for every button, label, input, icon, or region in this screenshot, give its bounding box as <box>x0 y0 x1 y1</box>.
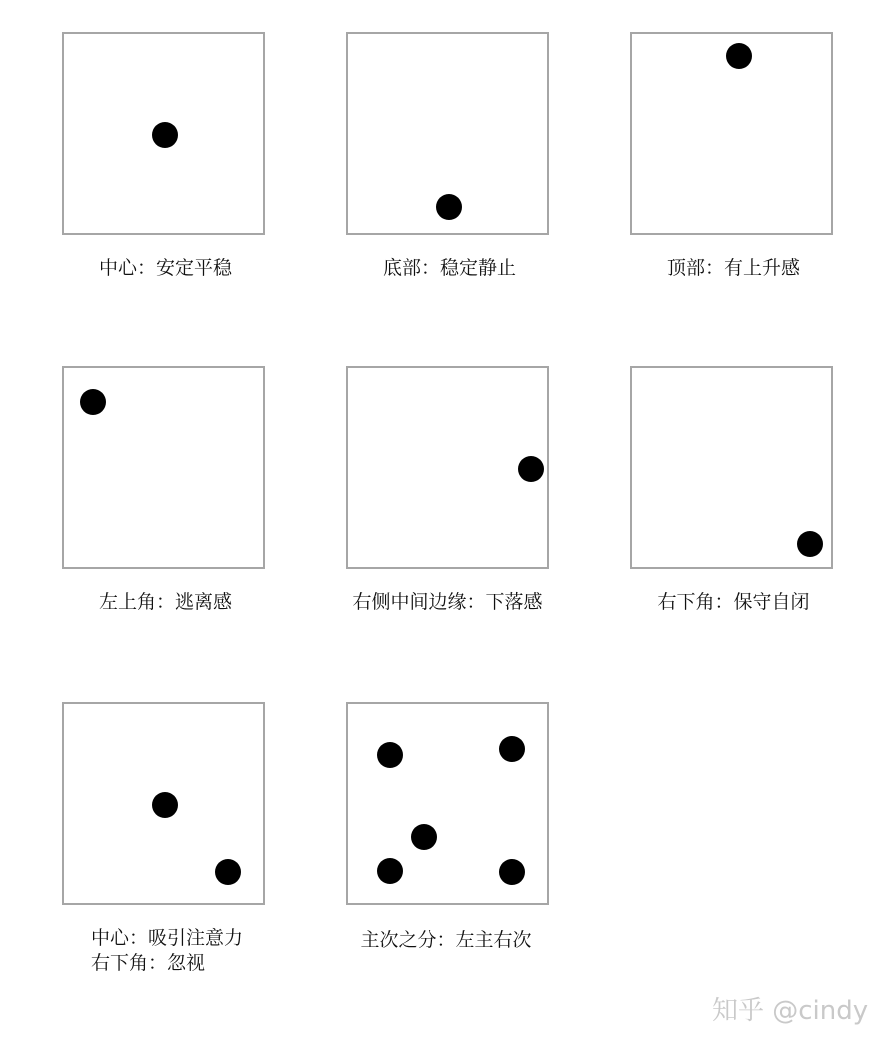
panel-1-frame <box>62 32 265 235</box>
panel-1-caption: 中心：安定平稳 <box>98 257 232 279</box>
dot-lower-right <box>499 859 525 885</box>
dot-top-left <box>80 389 106 415</box>
panel-7-caption-line-2: 右下角：忽视 <box>91 952 206 974</box>
panel-8-caption: 主次之分：左主右次 <box>360 929 532 951</box>
panel-8-frame <box>346 702 549 905</box>
dot-upper-right <box>499 736 525 762</box>
panel-4-caption: 左上角：逃离感 <box>98 591 232 613</box>
panel-4-frame <box>62 366 265 569</box>
dot-middle-left <box>411 824 437 850</box>
watermark-text: 知乎 @cindy <box>712 996 869 1026</box>
dot-center <box>152 122 178 148</box>
panel-6-frame <box>630 366 833 569</box>
panel-3-frame <box>630 32 833 235</box>
dot-top <box>726 43 752 69</box>
dot-bottom <box>436 194 462 220</box>
panel-7-caption <box>91 926 243 976</box>
panel-2-frame <box>346 32 549 235</box>
dot-bottom-right <box>215 859 241 885</box>
dot-upper-left <box>377 742 403 768</box>
panel-7-frame <box>62 702 265 905</box>
dot-lower-left <box>377 858 403 884</box>
panel-5-caption: 右侧中间边缘：下落感 <box>352 591 543 613</box>
dot-right-middle <box>518 456 544 482</box>
dot-bottom-right <box>797 531 823 557</box>
panel-7-caption-line-1: 中心：吸引注意力 <box>91 927 244 949</box>
panel-6-caption: 右下角：保守自闭 <box>657 591 810 613</box>
panel-5-frame <box>346 366 549 569</box>
panel-2-caption: 底部：稳定静止 <box>382 257 516 279</box>
panel-3-caption: 顶部：有上升感 <box>666 257 800 279</box>
dot-center <box>152 792 178 818</box>
